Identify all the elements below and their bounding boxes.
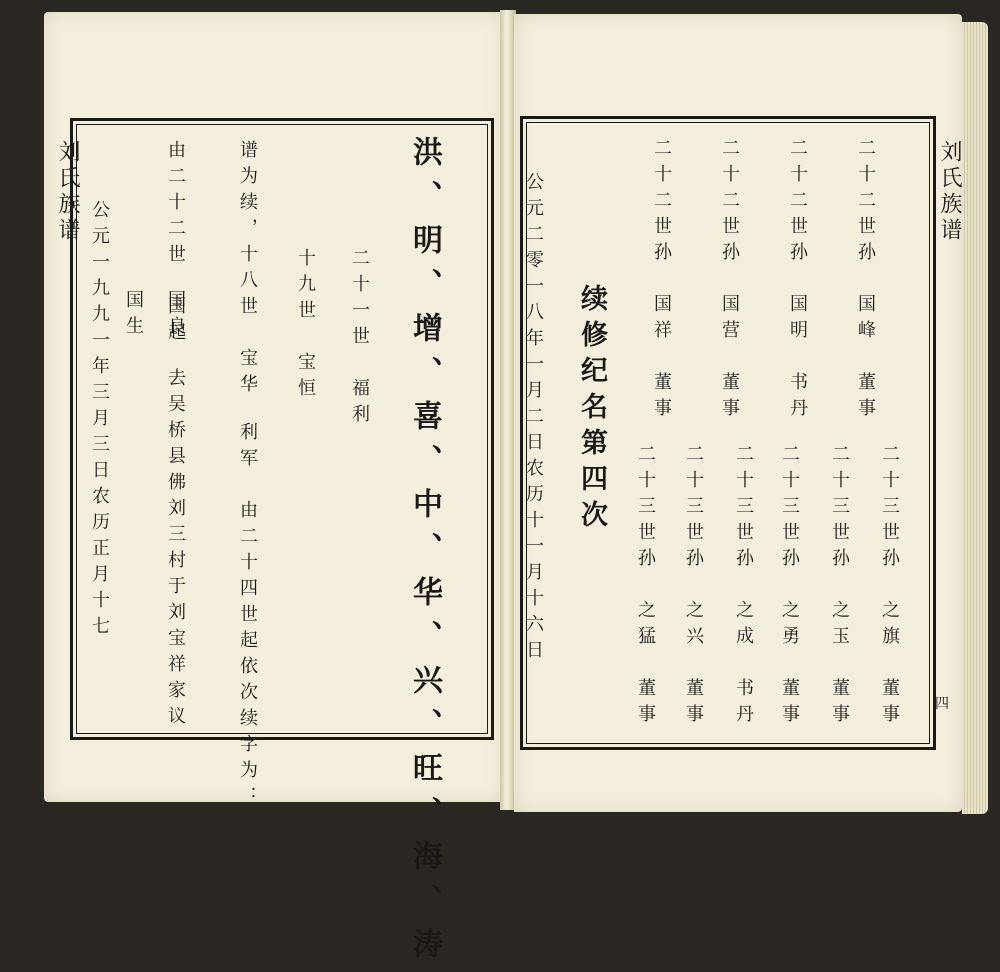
page-number: 四 xyxy=(935,696,949,712)
right-col-8: 二十三世孙 之成 书丹 xyxy=(733,444,754,730)
left-col-date: 公元一九九一年三月三日农历正月十七 xyxy=(89,200,110,642)
right-col-7: 二十三世孙 之勇 董事 xyxy=(779,444,800,730)
right-col-6: 二十三世孙 之玉 董事 xyxy=(829,444,850,730)
right-col-10: 二十三世孙 之猛 董事 xyxy=(635,444,656,730)
left-running-title: 刘氏族谱 xyxy=(55,140,80,244)
left-col-1: 二十一世 福利 xyxy=(349,248,370,430)
left-col-3: 谱为续，十八世 宝华 xyxy=(237,140,258,400)
left-col-5: 由二十二世 国起 xyxy=(165,140,186,348)
right-col-5: 二十三世孙 之旗 董事 xyxy=(879,444,900,730)
right-col-9: 二十三世孙 之兴 董事 xyxy=(683,444,704,730)
right-heading-fourth-revision: 续修纪名第四次 xyxy=(576,284,607,536)
page-edges xyxy=(962,22,988,814)
right-col-1: 二十二世孙 国峰 董事 xyxy=(855,138,876,424)
left-col-2: 十九世 宝恒 xyxy=(295,248,316,404)
right-col-3: 二十二世孙 国营 董事 xyxy=(719,138,740,424)
left-col-generation-chars: 洪、明、增、喜、中、华、兴、旺、海、涛 xyxy=(407,136,442,972)
left-col-4: 利军 由二十四世起依次续字为： xyxy=(237,422,258,812)
right-running-title: 刘氏族谱 xyxy=(937,140,962,244)
right-col-date: 公元二零一八年一月二日农历十一月十六日 xyxy=(523,172,544,666)
right-col-2: 二十二世孙 国明 书丹 xyxy=(787,138,808,424)
left-col-6: 国良 去吴桥县佛刘三村于刘宝祥家议 xyxy=(165,290,186,732)
right-col-4: 二十二世孙 国祥 董事 xyxy=(651,138,672,424)
left-col-7: 国生 xyxy=(123,290,144,342)
